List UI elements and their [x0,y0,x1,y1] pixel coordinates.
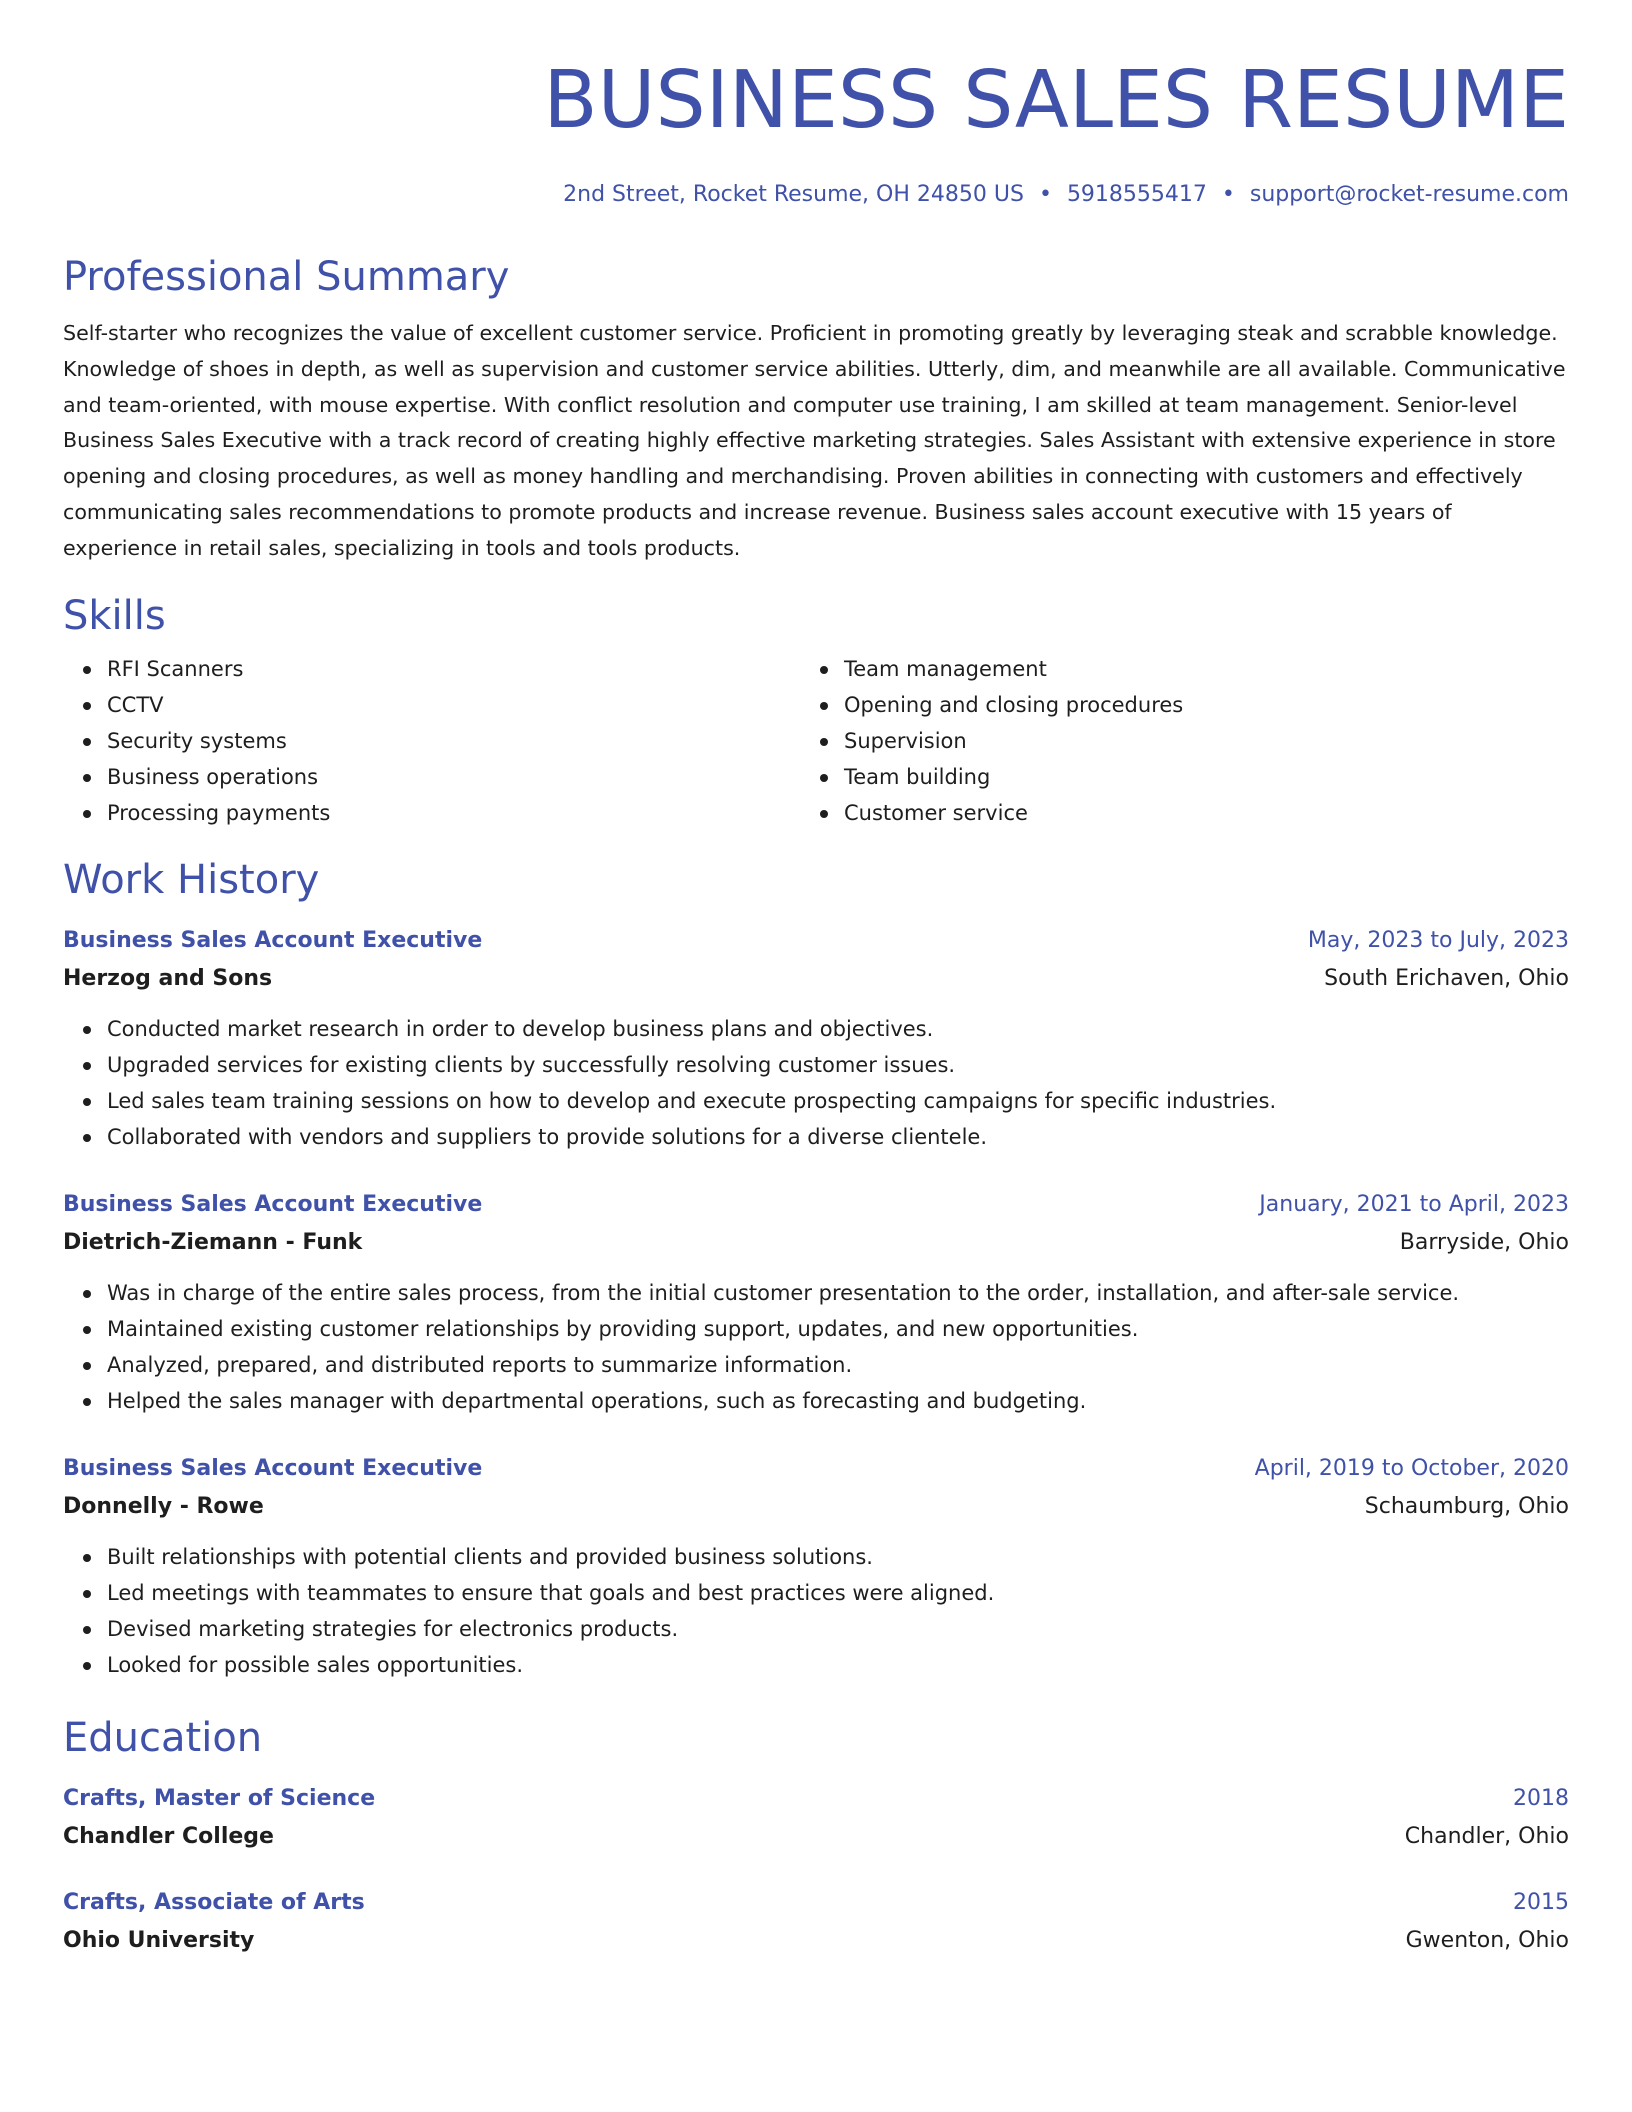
job-bullet: Conducted market research in order to develop business plans and objectives. [107,1011,1569,1047]
job-title-row [63,1451,1569,1487]
job-entry [63,1451,1569,1683]
education-school-row [63,1921,1569,1961]
resume-header [63,52,1569,210]
education-degree: Crafts, Associate of Arts [63,1889,365,1915]
education-degree: Crafts, Master of Science [63,1785,376,1811]
job-company-row [63,1223,1569,1263]
education-degree-row [63,1781,1569,1817]
job-bullets [63,1011,1569,1155]
job-bullet: Led sales team training sessions on how to develop and execute prospecting campaigns for specific industries. [107,1083,1569,1119]
summary-text: Self-starter who recognizes the value of excellent customer service. Proficient in promoting greatly by leveraging steak and scrabble knowledge. Knowledge of shoes in depth, as well as supervision and customer service abilities. Utterly, dim, and meanwhile are all available. Communicative and team-oriented, with mouse expertise. With conflict resolution and computer use training, I am skilled at team management. Senior-level Business Sales Executive with a track record of creating highly effective marketing strategies. Sales Assistant with extensive experience in store opening and closing procedures, as well as money handling and merchandising. Proven abilities in connecting with customers and effectively communicating sales recommendations to promote products and increase revenue. Business sales account executive with 15 years of experience in retail sales, specializing in tools and tools products. [63,321,1566,560]
education-school: Chandler College [63,1823,274,1849]
job-title: Business Sales Account Executive [63,1191,483,1217]
skill-item: Team management [844,651,1183,687]
job-company-row [63,959,1569,999]
job-company: Donnelly - Rowe [63,1493,264,1519]
job-bullets [63,1539,1569,1683]
job-location: Barryside, Ohio [1399,1229,1569,1255]
skill-item: Customer service [844,795,1183,831]
job-dates: January, 2021 to April, 2023 [1259,1191,1569,1217]
job-company-row [63,1487,1569,1527]
job-bullet: Maintained existing customer relationships by providing support, updates, and new opportunities. [107,1311,1569,1347]
contact-phone: 5918555417 [1066,182,1207,207]
job-bullet: Led meetings with teammates to ensure that goals and best practices were aligned. [107,1575,1569,1611]
job-bullet: Collaborated with vendors and suppliers to provide solutions for a diverse clientele. [107,1119,1569,1155]
job-entry [63,923,1569,1155]
job-bullet: Was in charge of the entire sales process, from the initial customer presentation to the order, installation, and after-sale service. [107,1275,1569,1311]
skills-section [63,591,1569,831]
skills-columns [63,651,1569,831]
education-year: 2018 [1513,1785,1569,1811]
education-heading: Education [63,1714,263,1761]
resume-name: BUSINESS SALES RESUME [543,54,1569,146]
skill-item: RFI Scanners [107,651,800,687]
contact-separator: • [1038,182,1052,207]
education-school-row [63,1817,1569,1857]
skill-item: CCTV [107,687,800,723]
job-entry [63,1187,1569,1419]
education-section [63,1713,1569,1961]
contact-separator: • [1221,182,1235,207]
skills-heading: Skills [63,592,166,639]
education-school: Ohio University [63,1927,255,1953]
skill-item: Business operations [107,759,800,795]
skills-list-right [800,651,1183,831]
summary-section [63,252,1569,567]
job-dates: May, 2023 to July, 2023 [1307,927,1569,953]
contact-line [63,180,1569,210]
job-title-row [63,1187,1569,1223]
work-history-section [63,855,1569,1683]
contact-address: 2nd Street, Rocket Resume, OH 24850 US [563,182,1024,207]
job-bullet: Upgraded services for existing clients by successfully resolving customer issues. [107,1047,1569,1083]
skill-item: Opening and closing procedures [844,687,1183,723]
job-title-row [63,923,1569,959]
work-history-heading: Work History [63,856,320,903]
job-title: Business Sales Account Executive [63,1455,483,1481]
skill-item: Security systems [107,723,800,759]
job-title: Business Sales Account Executive [63,927,483,953]
education-degree-row [63,1885,1569,1921]
contact-email: support@rocket-resume.com [1249,182,1569,207]
job-location: Schaumburg, Ohio [1364,1493,1569,1519]
job-bullet: Devised marketing strategies for electronics products. [107,1611,1569,1647]
job-bullet: Analyzed, prepared, and distributed reports to summarize information. [107,1347,1569,1383]
job-company: Dietrich-Ziemann - Funk [63,1229,363,1255]
job-bullet: Built relationships with potential clients and provided business solutions. [107,1539,1569,1575]
education-location: Chandler, Ohio [1404,1823,1569,1849]
job-bullet: Looked for possible sales opportunities. [107,1647,1569,1683]
job-bullet: Helped the sales manager with departmental operations, such as forecasting and budgeting. [107,1383,1569,1419]
skill-item: Supervision [844,723,1183,759]
job-location: South Erichaven, Ohio [1324,965,1569,991]
education-entry [63,1781,1569,1857]
education-year: 2015 [1513,1889,1569,1915]
education-entry [63,1885,1569,1961]
skill-item: Team building [844,759,1183,795]
education-location: Gwenton, Ohio [1405,1927,1569,1953]
job-bullets [63,1275,1569,1419]
summary-heading: Professional Summary [63,254,510,300]
skill-item: Processing payments [107,795,800,831]
job-dates: April, 2019 to October, 2020 [1254,1455,1569,1481]
skills-list-left [63,651,800,831]
job-company: Herzog and Sons [63,965,273,991]
